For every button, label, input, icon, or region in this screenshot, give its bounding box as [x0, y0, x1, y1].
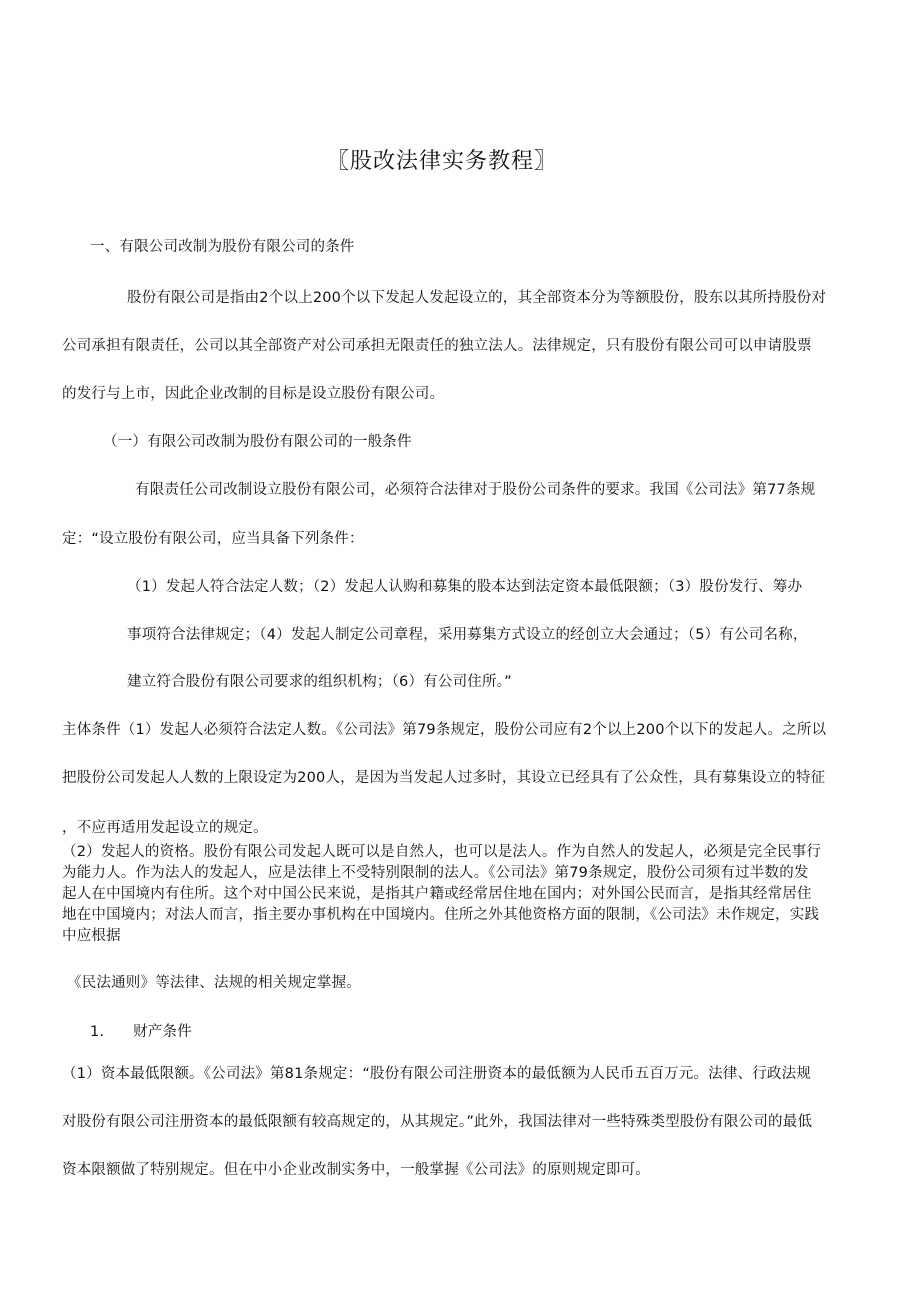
quoted-line: （1）发起人符合法定人数；（2）发起人认购和募集的股本达到法定资本最低限额；（3）股份发行、筹办	[127, 579, 803, 595]
paragraph-line: （2）发起人的资格。股份有限公司发起人既可以是自然人，也可以是法人。作为自然人的发起人，必须是完全民事行	[62, 844, 822, 860]
paragraph-line: 《民法通则》等法律、法规的相关规定掌握。	[67, 975, 361, 991]
quoted-line: 建立符合股份有限公司要求的组织机构；（6）有公司住所。”	[127, 674, 512, 690]
paragraph-line: 为能力人。作为法人的发起人，应是法律上不受特别限制的法人。《公司法》第79条规定，股份公司须有过半数的发	[62, 865, 809, 881]
paragraph-line: 对股份有限公司注册资本的最低限额有较高规定的，从其规定。”此外，我国法律对一些特殊类型股份有限公司的最低	[62, 1114, 813, 1130]
paragraph-line: 起人在中国境内有住所。这个对中国公民来说，是指其户籍或经常居住地在国内；对外国公民而言，是指其经常居住	[62, 886, 812, 902]
document-title: 〖股改法律实务教程〗	[327, 149, 558, 174]
paragraph-line: ，不应再适用发起设立的规定。	[62, 820, 268, 836]
numbered-heading: 1. 财产条件	[90, 1024, 192, 1040]
paragraph-line: （1）资本最低限额。《公司法》第81条规定：“股份有限公司注册资本的最低额为人民币五百万元。法律、行政法规	[62, 1066, 812, 1082]
paragraph-line: 把股份公司发起人人数的上限设定为200人，是因为当发起人过多时，其设立已经具有了公众性，具有募集设立的特征	[62, 770, 826, 786]
paragraph-line: 地在中国境内；对法人而言，指主要办事机构在中国境内。住所之外其他资格方面的限制，《公司法》未作规定，实践	[62, 907, 820, 923]
section-heading: 一、有限公司改制为股份有限公司的条件	[90, 239, 355, 255]
paragraph-line: 主体条件（1）发起人必须符合法定人数。《公司法》第79条规定，股份公司应有2个以上200个以下的发起人。之所以	[62, 722, 827, 738]
quoted-line: 事项符合法律规定；（4）发起人制定公司章程，采用募集方式设立的经创立大会通过；（5）有公司名称，	[127, 627, 808, 643]
paragraph-line: 定：“设立股份有限公司，应当具备下列条件：	[62, 531, 364, 547]
paragraph-line: 中应根据	[62, 928, 121, 944]
subsection-heading: （一）有限公司改制为股份有限公司的一般条件	[103, 434, 412, 450]
paragraph-line: 的发行与上市，因此企业改制的目标是设立股份有限公司。	[62, 386, 445, 402]
paragraph-line: 公司承担有限责任，公司以其全部资产对公司承担无限责任的独立法人。法律规定，只有股份有限公司可以申请股票	[62, 338, 812, 354]
paragraph-line: 股份有限公司是指由2个以上200个以下发起人发起设立的，其全部资本分为等额股份，股东以其所持股份对	[127, 290, 827, 306]
paragraph-line: 有限责任公司改制设立股份有限公司，必须符合法律对于股份公司条件的要求。我国《公司法》第77条规	[135, 482, 816, 498]
paragraph-line: 资本限额做了特别规定。但在中小企业改制实务中，一般掌握《公司法》的原则规定即可。	[62, 1162, 650, 1178]
